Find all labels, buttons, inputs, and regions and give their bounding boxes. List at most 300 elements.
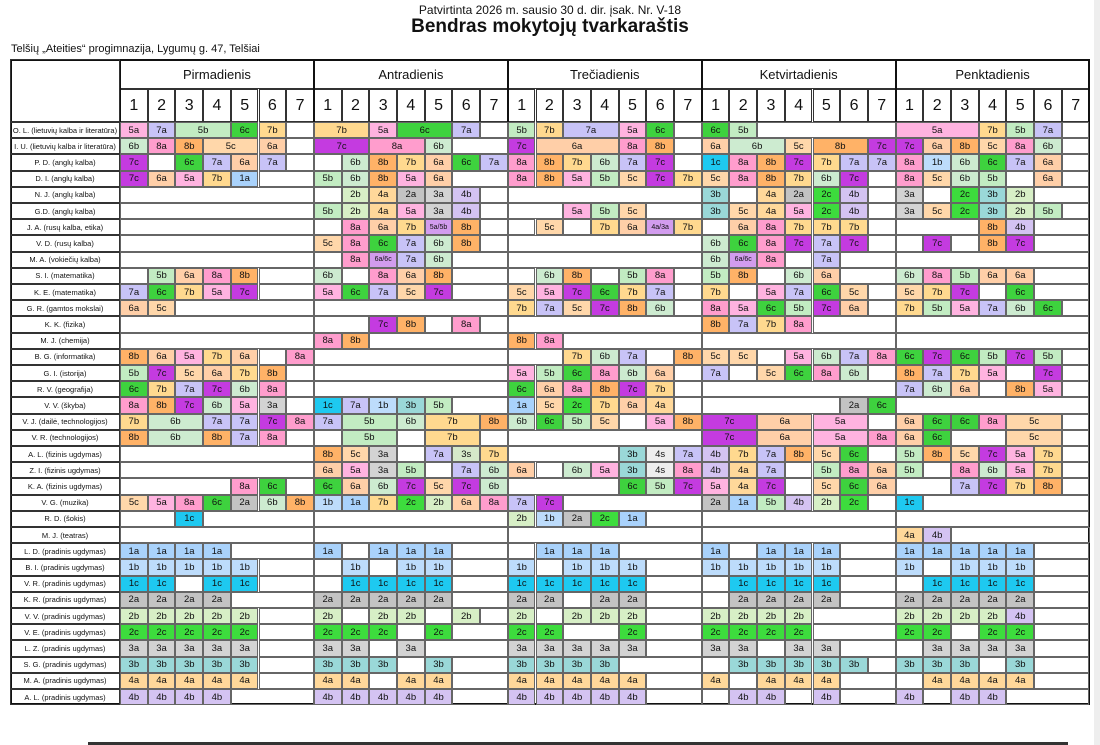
period-number: 5 [813, 89, 841, 122]
lesson-cell: 1a [508, 397, 536, 413]
lesson-cell: 5c [619, 171, 647, 187]
empty-cell [1034, 673, 1089, 689]
scrollbar-track[interactable] [1094, 0, 1100, 745]
lesson-cell: 2c [591, 511, 619, 527]
lesson-cell: 2a [619, 592, 647, 608]
lesson-cell: 3b [951, 657, 979, 673]
period-number: 6 [259, 89, 287, 122]
lesson-cell: 5a [314, 284, 342, 300]
lesson-cell: 7b [896, 300, 924, 316]
empty-cell [314, 576, 342, 592]
lesson-cell: 8b [508, 333, 536, 349]
period-number: 6 [840, 89, 868, 122]
lesson-cell: 4b [896, 689, 924, 705]
empty-cell [1034, 235, 1089, 251]
empty-cell [314, 527, 508, 543]
lesson-cell: 4b [979, 689, 1007, 705]
teacher-name: J. A. (rusų kalba, etika) [10, 219, 120, 235]
lesson-cell: 6b [813, 349, 841, 365]
lesson-cell: 3b [785, 657, 813, 673]
lesson-cell: 6c [646, 122, 674, 138]
lesson-cell: 1a [813, 543, 841, 559]
lesson-cell: 8a [646, 268, 674, 284]
empty-cell [1034, 268, 1089, 284]
lesson-cell: 6b [702, 235, 730, 251]
empty-cell [563, 624, 618, 640]
lesson-cell: 6a [1034, 154, 1062, 170]
lesson-cell: 5c [342, 446, 370, 462]
lesson-cell: 1a [369, 543, 397, 559]
empty-cell [286, 138, 314, 154]
lesson-cell: 8a [369, 268, 397, 284]
lesson-cell: 6a [536, 381, 564, 397]
lesson-cell: 2c [923, 624, 951, 640]
lesson-cell: 4b [702, 446, 730, 462]
empty-cell [1034, 576, 1089, 592]
lesson-cell: 4b [1006, 219, 1034, 235]
lesson-cell: 5b [729, 122, 757, 138]
period-number: 5 [425, 89, 453, 122]
empty-cell [508, 478, 619, 494]
lesson-cell: 2b [425, 495, 453, 511]
empty-cell [231, 543, 314, 559]
empty-cell [896, 397, 1090, 413]
lesson-cell: 3b [369, 657, 397, 673]
lesson-cell: 6a [896, 430, 924, 446]
empty-cell [259, 673, 314, 689]
empty-cell [785, 478, 813, 494]
lesson-cell: 7b [536, 122, 564, 138]
lesson-cell: 8b [923, 446, 951, 462]
empty-cell [508, 187, 702, 203]
teacher-name: Z. I. (fizinis ugdymas) [10, 462, 120, 478]
lesson-cell: 2a [397, 592, 425, 608]
lesson-cell: 7b [148, 381, 176, 397]
lesson-cell: 7c [148, 365, 176, 381]
lesson-cell: 7a [314, 414, 342, 430]
empty-cell [342, 608, 370, 624]
lesson-cell: 2c [120, 624, 148, 640]
lesson-cell: 7a [896, 381, 924, 397]
lesson-cell: 5b [120, 365, 148, 381]
lesson-cell: 3a [813, 640, 841, 656]
empty-cell [508, 446, 619, 462]
empty-cell [868, 219, 896, 235]
empty-cell [646, 349, 674, 365]
lesson-cell: 5b [702, 268, 730, 284]
empty-cell [259, 640, 314, 656]
lesson-cell: 6a [1006, 268, 1034, 284]
lesson-cell: 6c [729, 235, 757, 251]
lesson-cell: 5a [979, 365, 1007, 381]
empty-cell [120, 446, 314, 462]
lesson-cell: 7c [591, 300, 619, 316]
empty-cell [120, 462, 314, 478]
lesson-cell: 8b [369, 154, 397, 170]
lesson-cell: 5a [757, 284, 785, 300]
empty-cell [868, 171, 896, 187]
lesson-cell: 4a [979, 673, 1007, 689]
lesson-cell: 4a/3a [646, 219, 674, 235]
empty-cell [646, 673, 701, 689]
empty-cell [175, 300, 314, 316]
lesson-cell: 2b [785, 608, 813, 624]
empty-cell [508, 268, 536, 284]
lesson-cell: 1b [148, 559, 176, 575]
empty-cell [452, 624, 507, 640]
period-number: 1 [120, 89, 148, 122]
lesson-cell: 2a [425, 592, 453, 608]
period-number: 7 [674, 89, 702, 122]
lesson-cell: 1b [314, 495, 342, 511]
lesson-cell: 8a [923, 268, 951, 284]
lesson-cell: 2c [951, 187, 979, 203]
period-number: 4 [397, 89, 425, 122]
lesson-cell: 7a [452, 122, 480, 138]
empty-cell [120, 527, 314, 543]
lesson-cell: 1c [425, 576, 453, 592]
lesson-cell: 5a [369, 122, 397, 138]
lesson-cell: 8a [480, 495, 508, 511]
lesson-cell: 7a [203, 154, 231, 170]
period-number: 2 [148, 89, 176, 122]
lesson-cell: 5b [646, 478, 674, 494]
lesson-cell: 2a [175, 592, 203, 608]
empty-cell [508, 430, 702, 446]
empty-cell [452, 657, 507, 673]
period-number: 3 [175, 89, 203, 122]
lesson-cell: 1a [785, 543, 813, 559]
lesson-cell: 8a [120, 397, 148, 413]
lesson-cell: 2b [508, 608, 536, 624]
empty-cell [286, 154, 314, 170]
lesson-cell: 7a [231, 414, 259, 430]
lesson-cell: 8b [397, 316, 425, 332]
teacher-name: L. Z. (pradinis ugdymas) [10, 640, 120, 656]
empty-cell [1062, 430, 1090, 446]
empty-cell [120, 219, 314, 235]
empty-cell [314, 187, 342, 203]
lesson-cell: 6a [203, 365, 231, 381]
empty-cell [1062, 203, 1090, 219]
lesson-cell: 8a [259, 430, 287, 446]
lesson-cell: 1c [896, 495, 924, 511]
lesson-cell: 6a [425, 154, 453, 170]
lesson-cell: 8a [314, 333, 342, 349]
lesson-cell: 7a [619, 349, 647, 365]
empty-cell [480, 316, 508, 332]
lesson-cell: 8a [729, 154, 757, 170]
lesson-cell: 2a [702, 495, 730, 511]
lesson-cell: 6b [702, 252, 730, 268]
lesson-cell: 8b [896, 365, 924, 381]
lesson-cell: 2c [979, 624, 1007, 640]
teacher-name: M. A. (pradinis ugdymas) [10, 673, 120, 689]
lesson-cell: 5a [729, 300, 757, 316]
lesson-cell: 2c [342, 624, 370, 640]
lesson-cell: 1b [729, 559, 757, 575]
empty-cell [840, 640, 895, 656]
lesson-cell: 6c [203, 495, 231, 511]
lesson-cell: 5a [785, 349, 813, 365]
empty-cell [1062, 365, 1090, 381]
lesson-cell: 1b [757, 559, 785, 575]
lesson-cell: 7a [757, 446, 785, 462]
lesson-cell: 3a [979, 640, 1007, 656]
lesson-cell: 4b [702, 462, 730, 478]
teacher-name: K. E. (matematika) [10, 284, 120, 300]
lesson-cell: 1b [120, 559, 148, 575]
empty-cell [674, 397, 702, 413]
empty-cell [923, 462, 951, 478]
empty-cell [979, 657, 1007, 673]
lesson-cell: 7a [120, 284, 148, 300]
lesson-cell: 4s [646, 446, 674, 462]
empty-cell [674, 154, 702, 170]
period-number: 2 [536, 89, 564, 122]
lesson-cell: 8b [452, 219, 480, 235]
empty-cell [1062, 414, 1090, 430]
lesson-cell: 2c [203, 624, 231, 640]
empty-cell [536, 608, 564, 624]
lesson-cell: 1b [342, 559, 370, 575]
lesson-cell: 8b [757, 171, 785, 187]
empty-cell [342, 268, 370, 284]
lesson-cell: 3a [619, 640, 647, 656]
empty-cell [868, 657, 896, 673]
lesson-cell: 2b [591, 608, 619, 624]
empty-cell [868, 365, 896, 381]
lesson-cell: 3b [148, 657, 176, 673]
lesson-cell: 8a [342, 219, 370, 235]
lesson-cell: 7b [1006, 478, 1034, 494]
lesson-cell: 5a [702, 478, 730, 494]
lesson-cell: 2a [923, 592, 951, 608]
lesson-cell: 5c [729, 203, 757, 219]
lesson-cell: 5b [923, 300, 951, 316]
empty-cell [369, 559, 397, 575]
lesson-cell: 7b [951, 365, 979, 381]
lesson-cell: 7c [203, 381, 231, 397]
header-corner [10, 59, 120, 122]
lesson-cell: 2a [785, 592, 813, 608]
lesson-cell: 8a [868, 430, 896, 446]
empty-cell [1034, 640, 1089, 656]
lesson-cell: 5b [1006, 122, 1034, 138]
lesson-cell: 3a [369, 462, 397, 478]
lesson-cell: 3b [120, 657, 148, 673]
lesson-cell: 5c [951, 446, 979, 462]
teacher-name: V. D. (rusų kalba) [10, 235, 120, 251]
empty-cell [508, 235, 702, 251]
lesson-cell: 8a [508, 154, 536, 170]
lesson-cell: 4a [813, 673, 841, 689]
lesson-cell: 6c [175, 154, 203, 170]
lesson-cell: 1b [896, 559, 924, 575]
lesson-cell: 5c [591, 414, 619, 430]
empty-cell [979, 381, 1007, 397]
empty-cell [480, 219, 508, 235]
teacher-name: B. I. (pradinis ugdymas) [10, 559, 120, 575]
lesson-cell: 2c [785, 624, 813, 640]
empty-cell [840, 559, 895, 575]
lesson-cell: 4b [203, 689, 231, 705]
lesson-cell: 2a [563, 511, 591, 527]
empty-cell [314, 252, 342, 268]
lesson-cell: 6a [148, 349, 176, 365]
lesson-cell: 4a [646, 397, 674, 413]
lesson-cell: 3b [979, 203, 1007, 219]
lesson-cell: 8a [868, 349, 896, 365]
empty-cell [702, 333, 896, 349]
lesson-cell: 8b [231, 268, 259, 284]
lesson-cell: 6c [979, 154, 1007, 170]
lesson-cell: 1b [203, 559, 231, 575]
lesson-cell: 3a [508, 640, 536, 656]
empty-cell [785, 462, 813, 478]
lesson-cell: 8a [674, 462, 702, 478]
empty-cell [813, 608, 896, 624]
lesson-cell: 1a [951, 543, 979, 559]
empty-cell [480, 235, 508, 251]
empty-cell [729, 673, 757, 689]
lesson-cell: 8b [674, 414, 702, 430]
lesson-cell: 7a [231, 430, 259, 446]
lesson-cell: 3b [979, 187, 1007, 203]
empty-cell [840, 576, 895, 592]
lesson-cell: 7b [702, 284, 730, 300]
empty-cell [259, 268, 314, 284]
lesson-cell: 2b [120, 608, 148, 624]
lesson-cell: 1c [785, 576, 813, 592]
lesson-cell: 7a [1034, 122, 1062, 138]
lesson-cell: 3a [536, 640, 564, 656]
empty-cell [259, 608, 314, 624]
lesson-cell: 5b [1034, 349, 1062, 365]
lesson-cell: 5a [508, 365, 536, 381]
lesson-cell: 3b [536, 657, 564, 673]
empty-cell [1062, 122, 1090, 138]
empty-cell [120, 235, 314, 251]
lesson-cell: 6b [591, 154, 619, 170]
lesson-cell: 2c [397, 495, 425, 511]
lesson-cell: 5a [175, 349, 203, 365]
lesson-cell: 5a [231, 397, 259, 413]
lesson-cell: 6b [397, 414, 425, 430]
lesson-cell: 8a [785, 316, 813, 332]
lesson-cell: 8a [896, 154, 924, 170]
empty-cell [840, 543, 895, 559]
lesson-cell: 6b [369, 478, 397, 494]
lesson-cell: 2b [702, 608, 730, 624]
lesson-cell: 5b [563, 414, 591, 430]
empty-cell [646, 689, 701, 705]
empty-cell [1034, 284, 1089, 300]
empty-cell [702, 397, 841, 413]
lesson-cell: 2a [148, 592, 176, 608]
lesson-cell: 6a [259, 138, 287, 154]
lesson-cell: 3b [175, 657, 203, 673]
lesson-cell: 5b [508, 122, 536, 138]
lesson-cell: 3a [120, 640, 148, 656]
lesson-cell: 6c [563, 365, 591, 381]
lesson-cell: 3b [813, 657, 841, 673]
empty-cell [896, 576, 924, 592]
lesson-cell: 2a [231, 495, 259, 511]
lesson-cell: 7b [813, 154, 841, 170]
empty-cell [646, 608, 701, 624]
lesson-cell: 4a [148, 673, 176, 689]
empty-cell [951, 235, 979, 251]
lesson-cell: 8b [148, 397, 176, 413]
empty-cell [452, 673, 507, 689]
lesson-cell: 6b [591, 349, 619, 365]
lesson-cell: 5c [729, 349, 757, 365]
lesson-cell: 4b [813, 689, 841, 705]
lesson-cell: 7b [979, 122, 1007, 138]
empty-cell [868, 284, 896, 300]
lesson-cell: 3a [923, 640, 951, 656]
lesson-cell: 7b [923, 284, 951, 300]
lesson-cell: 7b [231, 365, 259, 381]
lesson-cell: 3a [342, 640, 370, 656]
lesson-cell: 5a/5b [425, 219, 453, 235]
empty-cell [1062, 462, 1090, 478]
lesson-cell: 4b [840, 187, 868, 203]
lesson-cell: 7b [1034, 462, 1062, 478]
lesson-cell: 7c [314, 138, 369, 154]
lesson-cell: 7b [425, 414, 480, 430]
lesson-cell: 8a [757, 252, 785, 268]
lesson-cell: 2b [619, 608, 647, 624]
lesson-cell: 6b [840, 365, 868, 381]
lesson-cell: 7b [397, 154, 425, 170]
lesson-cell: 3b [702, 187, 730, 203]
lesson-cell: 6c [231, 122, 259, 138]
lesson-cell: 1b [563, 559, 591, 575]
lesson-cell: 5a [785, 203, 813, 219]
empty-cell [563, 219, 591, 235]
lesson-cell: 5c [702, 171, 730, 187]
lesson-cell: 3b [425, 657, 453, 673]
lesson-cell: 1a [314, 543, 342, 559]
empty-cell [369, 640, 397, 656]
lesson-cell: 5c [314, 235, 342, 251]
lesson-cell: 7b [1034, 446, 1062, 462]
lesson-cell: 8a [702, 300, 730, 316]
lesson-cell: 6a [923, 138, 951, 154]
lesson-cell: 7b [563, 154, 591, 170]
lesson-cell: 7b [508, 300, 536, 316]
empty-cell [868, 235, 896, 251]
lesson-cell: 1b [369, 397, 397, 413]
lesson-cell: 2a [896, 592, 924, 608]
empty-cell [203, 511, 314, 527]
lesson-cell: 6a [425, 171, 453, 187]
empty-cell [508, 543, 536, 559]
empty-cell [785, 252, 813, 268]
empty-cell [646, 592, 701, 608]
lesson-cell: 2c [369, 624, 397, 640]
empty-cell [896, 219, 979, 235]
teacher-name: V. V. (pradinis ugdymas) [10, 608, 120, 624]
teacher-name: R. V. (geografija) [10, 381, 120, 397]
lesson-cell: 3a [951, 640, 979, 656]
lesson-cell: 8b [203, 430, 231, 446]
lesson-cell: 3b [729, 657, 757, 673]
lesson-cell: 6c [702, 122, 730, 138]
empty-cell [840, 252, 895, 268]
